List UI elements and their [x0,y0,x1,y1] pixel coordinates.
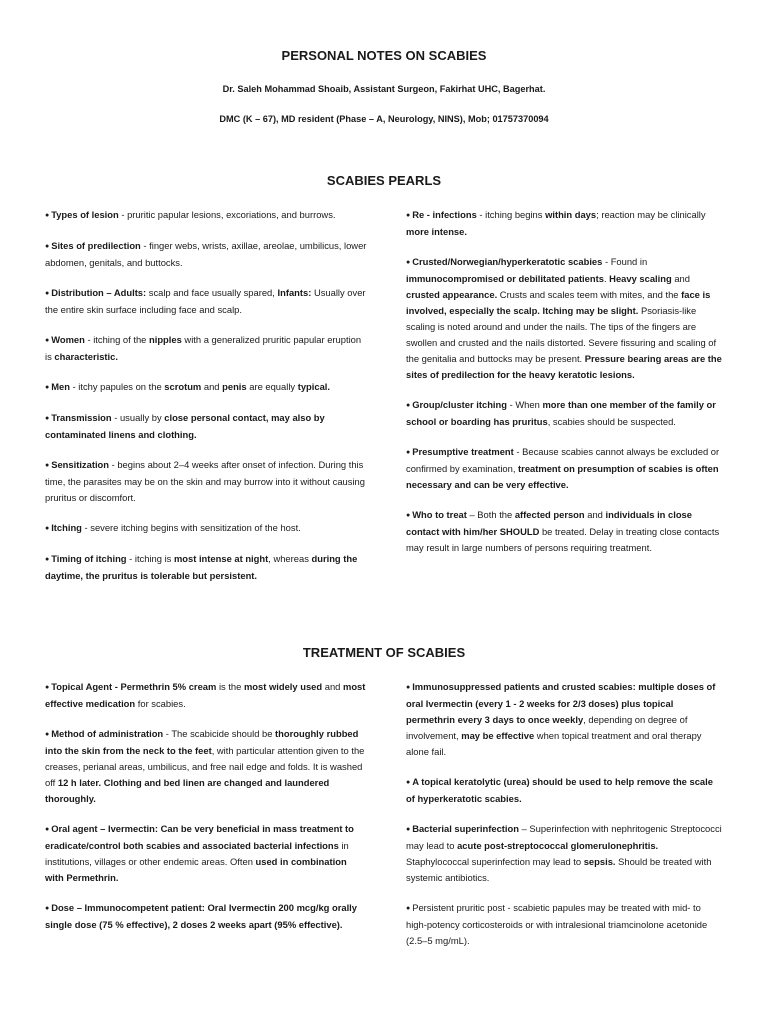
bullet-dot-icon: ● [45,337,52,344]
bullet-item [45,457,367,506]
bullet-dot-icon: ● [406,449,413,456]
text-run: Crusts and scales teem with mites, and the [497,289,682,300]
bold-text-run: A topical keratolytic (urea) should be used to help remove the scale of hyperkeratotic scabies. [406,776,713,804]
bullet-dot-icon: ● [406,212,413,219]
bullet-dot-icon: ● [45,243,52,250]
bold-text-run: Sensitization [51,459,110,470]
bold-text-run: Bacterial superinfection [412,823,519,834]
text-run: and [201,381,223,392]
bold-text-run: Distribution – Adults: [51,287,147,298]
bullet-item [406,679,722,760]
text-run: for scabies. [135,698,186,709]
bold-text-run: typical. [297,381,331,392]
text-run: - Found in [602,256,648,267]
bold-text-run: within days [545,209,597,220]
pearls-right-column [406,207,722,570]
bullet-item [45,551,367,584]
text-run: in institutions, villages or other endemic areas. Often [45,840,349,867]
text-run: , whereas [268,553,312,564]
bullet-item [406,821,722,886]
bold-text-run: during the daytime, the pruritus is tolerable but persistent. [45,553,358,581]
bullet-item [45,410,367,443]
bold-text-run: treatment on presumption of scabies is often necessary and can be very effective. [406,463,719,490]
bullet-dot-icon: ● [45,462,52,469]
document-title: PERSONAL NOTES ON SCABIES [281,48,487,63]
text-run: - begins about 2–4 weeks after onset of infection. During this time, the parasites may be on the skin and may burrow into it without causing pruritus or discomfort. [45,459,365,503]
bullet-dot-icon: ● [406,512,413,519]
bold-text-run: Presumptive treatment [412,446,514,457]
author-line: Dr. Saleh Mohammad Shoaib, Assistant Surgeon, Fakirhat UHC, Bagerhat. [222,84,546,94]
bullet-item [406,774,722,807]
bold-text-run: Heavy scaling [609,273,672,284]
treatment-right-column [406,679,722,963]
text-run: - itching begins [476,209,546,220]
bold-text-run: Men [51,381,70,392]
text-run: – Both the [466,509,515,520]
text-run: and [322,681,343,692]
bullet-dot-icon: ● [45,212,52,219]
text-run: – Superinfection with nephritogenic Streptococci may lead to [406,823,722,851]
bold-text-run: Transmission [51,412,112,423]
text-run: - When [507,399,543,410]
text-run: , scabies should be suspected. [547,416,676,427]
text-run: , depending on degree of involvement, [406,714,688,741]
bold-text-run: used in combination with Permethrin. [45,856,347,883]
text-run: - severe itching begins with sensitization of the host. [81,522,301,533]
treatment-left-column [45,679,367,947]
bold-text-run: Method of administration [51,728,164,739]
text-run: Staphylococcal superinfection may lead to [406,856,584,867]
text-run: - itching is [126,553,174,564]
bold-text-run: Who to treat [412,509,467,520]
bullet-item [406,397,722,430]
section-heading-pearls: SCABIES PEARLS [326,173,442,188]
bullet-item [406,254,722,383]
bold-text-run: characteristic. [54,351,118,362]
text-run: - pruritic papular lesions, excoriations, and burrows. [118,209,336,220]
bullet-dot-icon: ● [45,290,52,297]
bold-text-run: affected person [514,509,585,520]
bold-text-run: face is involved, especially the scalp. Itching may be slight. [406,289,711,316]
pearls-left-column [45,207,367,598]
bullet-dot-icon: ● [45,905,52,912]
bold-text-run: Infants: [277,287,312,298]
bold-text-run: Pressure bearing areas are the sites of predilection for the heavy keratotic lesions. [406,353,722,380]
bold-text-run: Timing of itching [51,553,127,564]
bold-text-run: Types of lesion [51,209,119,220]
bold-text-run: Re - infections [412,209,477,220]
bullet-item [45,679,367,712]
bullet-item [45,821,367,886]
text-run: Persistent pruritic post - scabietic papules may be treated with mid- to high-potency corticosteroids or with intralesional triamcinolone acetonide (2.5–5 mg/mL). [406,902,708,946]
bold-text-run: 12 h later. Clothing and bed linen are changed and laundered thoroughly. [45,777,330,804]
bullet-dot-icon: ● [406,826,413,833]
bullet-item [45,726,367,807]
text-run: , with particular attention given to the creases, perianal areas, umbilicus, and free nail edge and folds. It is washed off [45,745,365,788]
bold-text-run: more than one member of the family or school or boarding has pruritus [406,399,716,427]
bullet-item [45,285,367,318]
bold-text-run: more intense. [406,226,467,237]
text-run: and [584,509,606,520]
bullet-item [45,379,367,396]
bullet-item [406,507,722,556]
bullet-item [406,444,722,493]
bold-text-run: most effective medication [45,681,366,709]
bullet-dot-icon: ● [406,779,413,786]
bullet-dot-icon: ● [45,731,52,738]
bold-text-run: immunocompromised or debilitated patients [406,273,604,284]
text-run: be treated. Delay in treating close contacts may result in large numbers of persons requiring treatment. [406,526,720,553]
text-run: are equally [246,381,298,392]
bold-text-run: Topical Agent - Permethrin 5% cream [51,681,217,692]
bold-text-run: Crusted/Norwegian/hyperkeratotic scabies [412,256,603,267]
bold-text-run: sepsis. [583,856,616,867]
bold-text-run: crusted appearance. [406,289,498,300]
text-run: - Because scabies cannot always be excluded or confirmed by examination, [406,446,720,474]
bold-text-run: Dose – Immunocompetent patient: Oral Ivermectin 200 mcg/kg orally single dose (75 % effective), 2 doses 2 weeks apart (95% effective). [45,902,358,930]
text-run: Should be treated with systemic antibiotics. [406,856,712,883]
bold-text-run: penis [222,381,247,392]
bold-text-run: thoroughly rubbed into the skin from the neck to the feet [45,728,359,756]
bullet-dot-icon: ● [406,259,413,266]
bullet-item [45,238,367,271]
bold-text-run: Immunosuppressed patients and crusted scabies: multiple doses of oral Ivermectin (every 1 - 2 weeks for 2/3 doses) plus topical permethrin every 3 days to once weekly [406,681,716,725]
bullet-dot-icon: ● [45,525,52,532]
text-run: - finger webs, wrists, axillae, areolae, umbilicus, lower abdomen, genitals, and buttocks. [45,240,367,268]
bold-text-run: Women [51,334,85,345]
bullet-dot-icon: ● [45,556,52,563]
credentials-line: DMC (K – 67), MD resident (Phase – A, Neurology, NINS), Mob; 01757370094 [219,114,549,124]
text-run: is the [216,681,244,692]
bold-text-run: scrotum [164,381,202,392]
text-run: Usually over the entire skin surface including face and scalp. [45,287,366,315]
bold-text-run: may be effective [461,730,535,741]
bold-text-run: nipples [148,334,182,345]
bold-text-run: acute post-streptococcal glomerulonephritis. [457,840,659,851]
bullet-dot-icon: ● [45,384,52,391]
bullet-dot-icon: ● [406,905,413,912]
text-run: Psoriasis-like scaling is noted around and under the nails. The tips of the fingers are swollen and crusted and the nails distorted. Severe fissuring and scaling of the genitalia and buttocks may be present. [406,305,717,364]
bold-text-run: most widely used [243,681,323,692]
text-run: - usually by [111,412,165,423]
bullet-item [45,900,367,933]
section-heading-treatment: TREATMENT OF SCABIES [302,645,466,660]
text-run: - itching of the [84,334,149,345]
text-run: - The scabicide should be [163,728,276,739]
bullet-item [406,207,722,240]
bold-text-run: individuals in close contact with him/her SHOULD [406,509,692,537]
text-run: ; reaction may be clinically [596,209,706,220]
bold-text-run: Group/cluster itching [412,399,507,410]
bullet-dot-icon: ● [45,826,52,833]
bold-text-run: Itching [51,522,82,533]
bullet-dot-icon: ● [406,684,413,691]
text-run: - itchy papules on the [69,381,165,392]
bullet-dot-icon: ● [45,684,52,691]
text-run: scalp and face usually spared, [146,287,278,298]
bullet-dot-icon: ● [45,415,52,422]
bold-text-run: most intense at night [173,553,269,564]
bold-text-run: close personal contact, may also by contaminated linens and clothing. [45,412,325,440]
text-run: . [603,273,610,284]
bullet-item [45,520,367,537]
bullet-item [45,332,367,365]
bold-text-run: Oral agent – Ivermectin: Can be very beneficial in mass treatment to eradicate/control both scabies and associated bacterial infections [45,823,354,851]
text-run: with a generalized pruritic papular eruption is [45,334,362,362]
bullet-item [45,207,367,224]
text-run: when topical treatment and oral therapy alone fail. [406,730,702,757]
bold-text-run: Sites of predilection [51,240,141,251]
bullet-dot-icon: ● [406,402,413,409]
bullet-item [406,900,722,949]
text-run: and [671,273,690,284]
